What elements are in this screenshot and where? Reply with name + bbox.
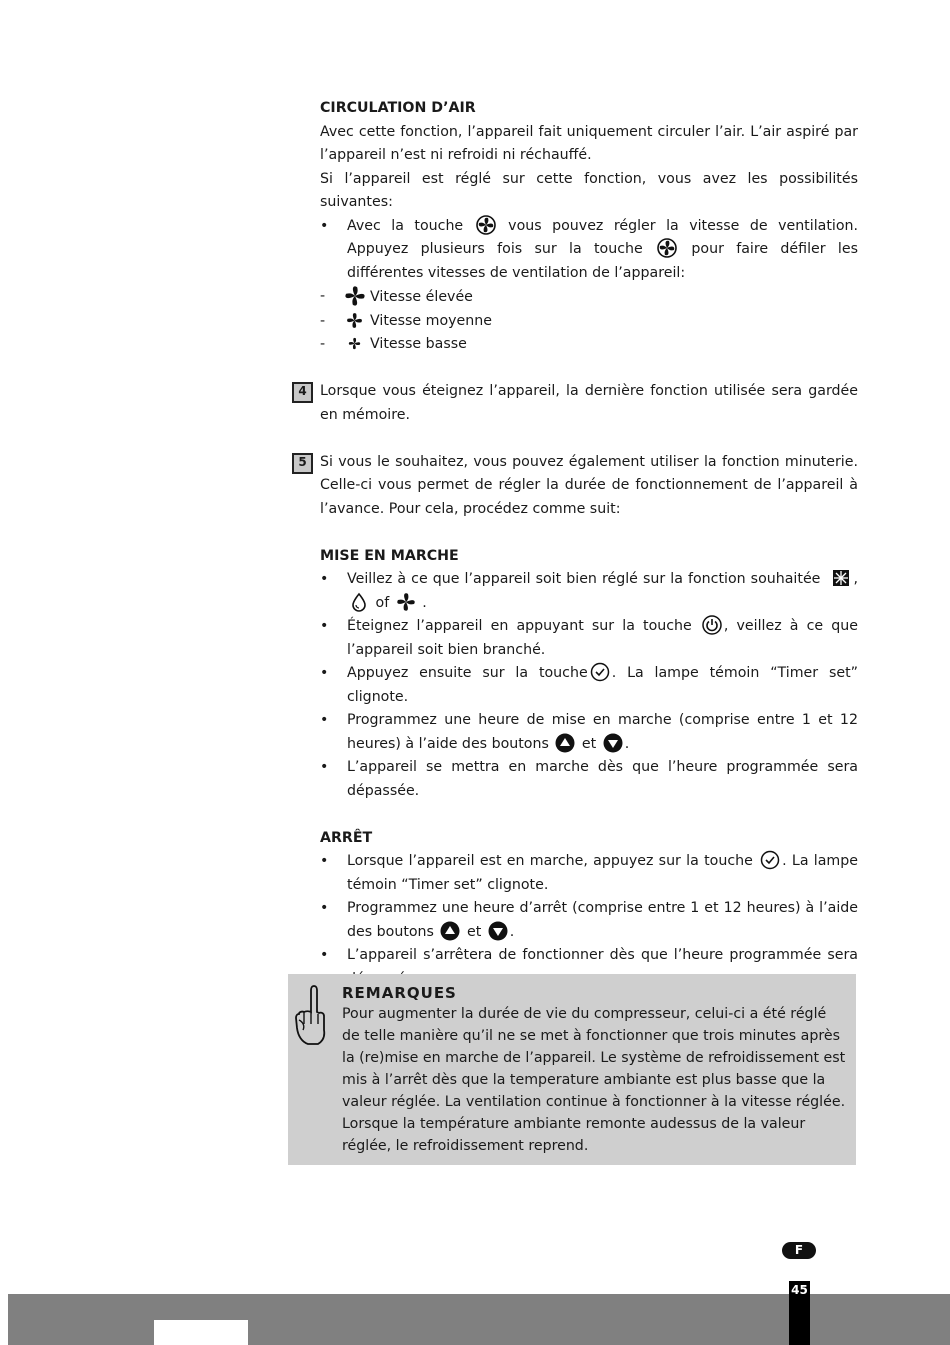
step-4 <box>298 380 858 427</box>
remarques-title: REMARQUES <box>342 984 457 1002</box>
fan-speed-low-icon <box>348 337 361 350</box>
remarques-box <box>288 974 856 1165</box>
remarques-body: Pour augmenter la durée de vie du compresseur, celui-ci a été réglé de telle manière qu’il ne se met à fonctionner que trois minutes après la (re)mise en marche de l’appareil. Le système de refroidissement est mis à l’arrêt dès que la temperature ambiante est plus basse que la valeur réglée. La ventilation continue à fonctionner à la vitesse réglée. Lorsque la température ambiante remonte audessus de la valeur réglée, le refroidissement reprend. <box>342 1006 846 1154</box>
list-item: - Vitesse moyenne <box>320 310 858 334</box>
step-number: 4 <box>292 382 313 403</box>
list-item: • Programmez une heure de mise en marche (comprise entre 1 et 12 heures) à l’aide des boutons et . <box>320 709 858 756</box>
step-5 <box>298 451 858 522</box>
fan-button-icon <box>657 238 677 258</box>
water-drop-icon <box>349 592 369 612</box>
bullet-list <box>320 568 858 803</box>
list-item: • Appuyez ensuite sur la touche . La lampe témoin “Timer set” clignote. <box>320 662 858 709</box>
step-number: 5 <box>292 453 313 474</box>
arrow-up-icon <box>440 921 460 941</box>
section-heading-arret: ARRÊT <box>320 829 373 846</box>
main-content <box>298 97 859 991</box>
arrow-down-icon <box>488 921 508 941</box>
fan-icon <box>396 592 416 612</box>
list-item: - Vitesse basse <box>320 333 858 357</box>
timer-icon <box>760 850 780 870</box>
list-item: • Avec la touche vous pouvez régler la vitesse de ventilation. Appuyez plusieurs fois sur la touche pour faire défiler les différentes vitesses de ventilation de l’appareil: <box>320 215 858 286</box>
snowflake-icon <box>831 568 851 588</box>
arrow-down-icon <box>603 733 623 753</box>
bullet-list <box>320 850 858 991</box>
section-heading-mise-en-marche: MISE EN MARCHE <box>320 547 459 564</box>
paragraph: Si l’appareil est réglé sur cette fonction, vous avez les possibilités suivantes: <box>320 170 858 210</box>
fan-button-icon <box>476 215 496 235</box>
bullet-list <box>320 215 858 286</box>
paragraph: Lorsque vous éteignez l’appareil, la dernière fonction utilisée sera gardée en mémoire. <box>320 383 858 423</box>
timer-icon <box>590 662 610 682</box>
list-item: • Lorsque l’appareil est en marche, appuyez sur la touche . La lampe témoin “Timer set” clignote. <box>320 850 858 897</box>
list-item: • L’appareil se mettra en marche dès que l’heure programmée sera dépassée. <box>320 756 858 803</box>
language-badge: F <box>782 1242 816 1259</box>
list-item: • L’appareil s’arrêtera de fonctionner dès que l’heure programmée sera <box>320 944 858 991</box>
list-item: • Programmez une heure d’arrêt (comprise entre 1 et 12 heures) à l’aide des boutons et . <box>320 897 858 944</box>
pointing-hand-icon <box>294 984 328 1046</box>
fan-speed-medium-icon <box>346 312 363 329</box>
section-heading-circulation: CIRCULATION D’AIR <box>320 100 476 116</box>
arrow-up-icon <box>555 733 575 753</box>
list-item: • Veillez à ce que l’appareil soit bien réglé sur la fonction souhaitée , of . <box>320 568 858 615</box>
paragraph: Si vous le souhaitez, vous pouvez également utiliser la fonction minuterie. Celle-ci vous permet de régler la durée de fonctionnement de l’appareil à l’avance. Pour cela, procédez comme suit: <box>320 453 858 517</box>
paragraph: Avec cette fonction, l’appareil fait uniquement circuler l’air. L’air aspiré par l’appareil n’est ni refroidi ni réchauffé. <box>320 123 858 163</box>
speed-list <box>320 285 858 357</box>
fan-speed-high-icon <box>344 285 366 307</box>
list-item: • Éteignez l’appareil en appuyant sur la touche , veillez à ce que l’appareil soit bien branché. <box>320 615 858 662</box>
list-item: - Vitesse élevée <box>320 285 858 310</box>
footer-box <box>154 1320 248 1345</box>
power-icon <box>702 615 722 635</box>
page-number: 45 <box>789 1281 810 1345</box>
